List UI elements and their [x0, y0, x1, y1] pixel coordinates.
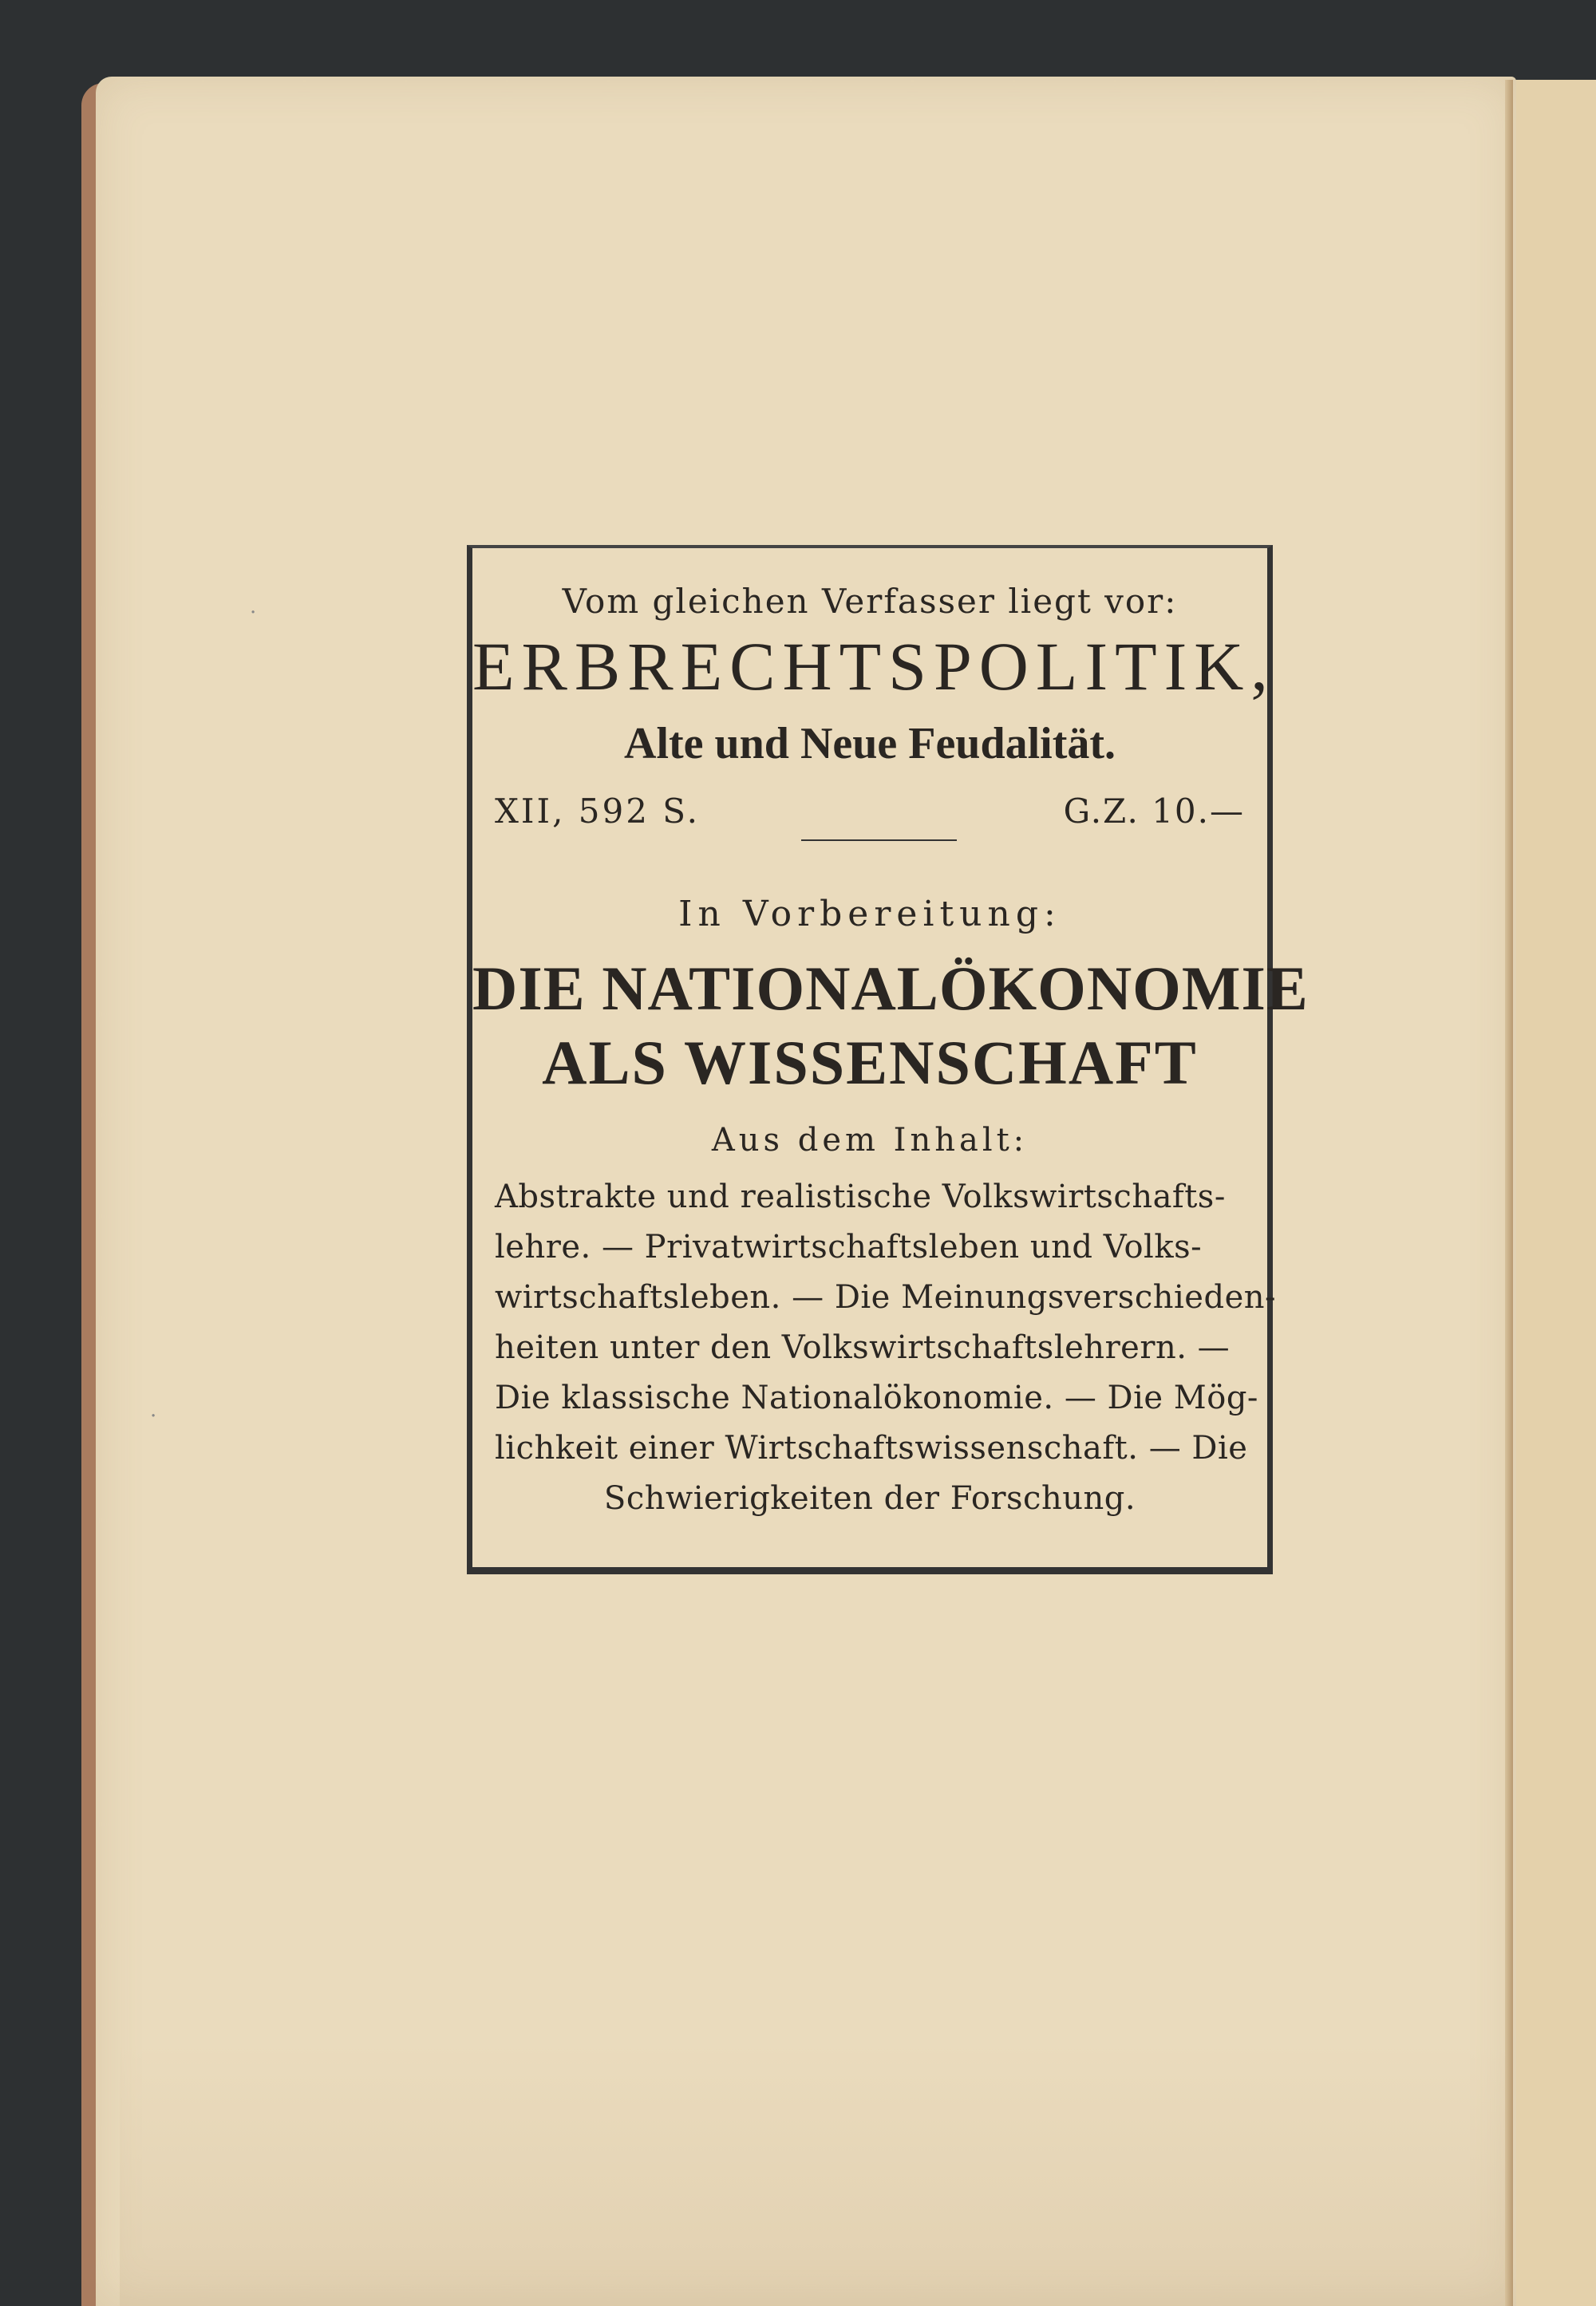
paper-speck: · — [250, 601, 257, 625]
book2-title-line1: DIE NATIONALÖKONOMIE — [472, 954, 1309, 1023]
page-gutter — [1505, 80, 1513, 2306]
contents-line: wirtschaftsleben. — Die Meinungsverschieden- — [495, 1279, 1277, 1316]
contents-label: Aus dem Inhalt: — [711, 1122, 1029, 1159]
book1-title: ERBRECHTSPOLITIK, — [472, 628, 1275, 705]
contents-line: Schwierigkeiten der Forschung. — [603, 1480, 1136, 1517]
book2-title-line2: ALS WISSENSCHAFT — [542, 1028, 1198, 1097]
book1-price: G.Z. 10.— — [1063, 792, 1245, 831]
contents-line: lehre. — Privatwirtschaftsleben und Volks- — [495, 1229, 1203, 1266]
contents-line: lichkeit einer Wirtschaftswissenschaft. — Die — [495, 1430, 1248, 1467]
divider-rule — [801, 839, 957, 841]
book1-subtitle: Alte und Neue Feudalität. — [624, 719, 1116, 768]
paper-speck: · — [150, 1404, 157, 1428]
intro-text: Vom gleichen Verfasser liegt vor: — [562, 582, 1178, 621]
contents-line: heiten unter den Volkswirtschaftslehrern. — — [495, 1329, 1231, 1366]
contents-line: Die klassische Nationalökonomie. — Die Mög- — [495, 1380, 1258, 1416]
contents-line: Abstrakte und realistische Volkswirtschafts- — [495, 1179, 1226, 1215]
book1-pages: XII, 592 S. — [495, 792, 700, 831]
in-preparation-heading: In Vorbereitung: — [678, 894, 1061, 934]
next-page-edge — [1511, 80, 1596, 2306]
page-bottom-shading — [120, 2043, 1508, 2306]
advertisement-box — [467, 545, 1309, 1574]
